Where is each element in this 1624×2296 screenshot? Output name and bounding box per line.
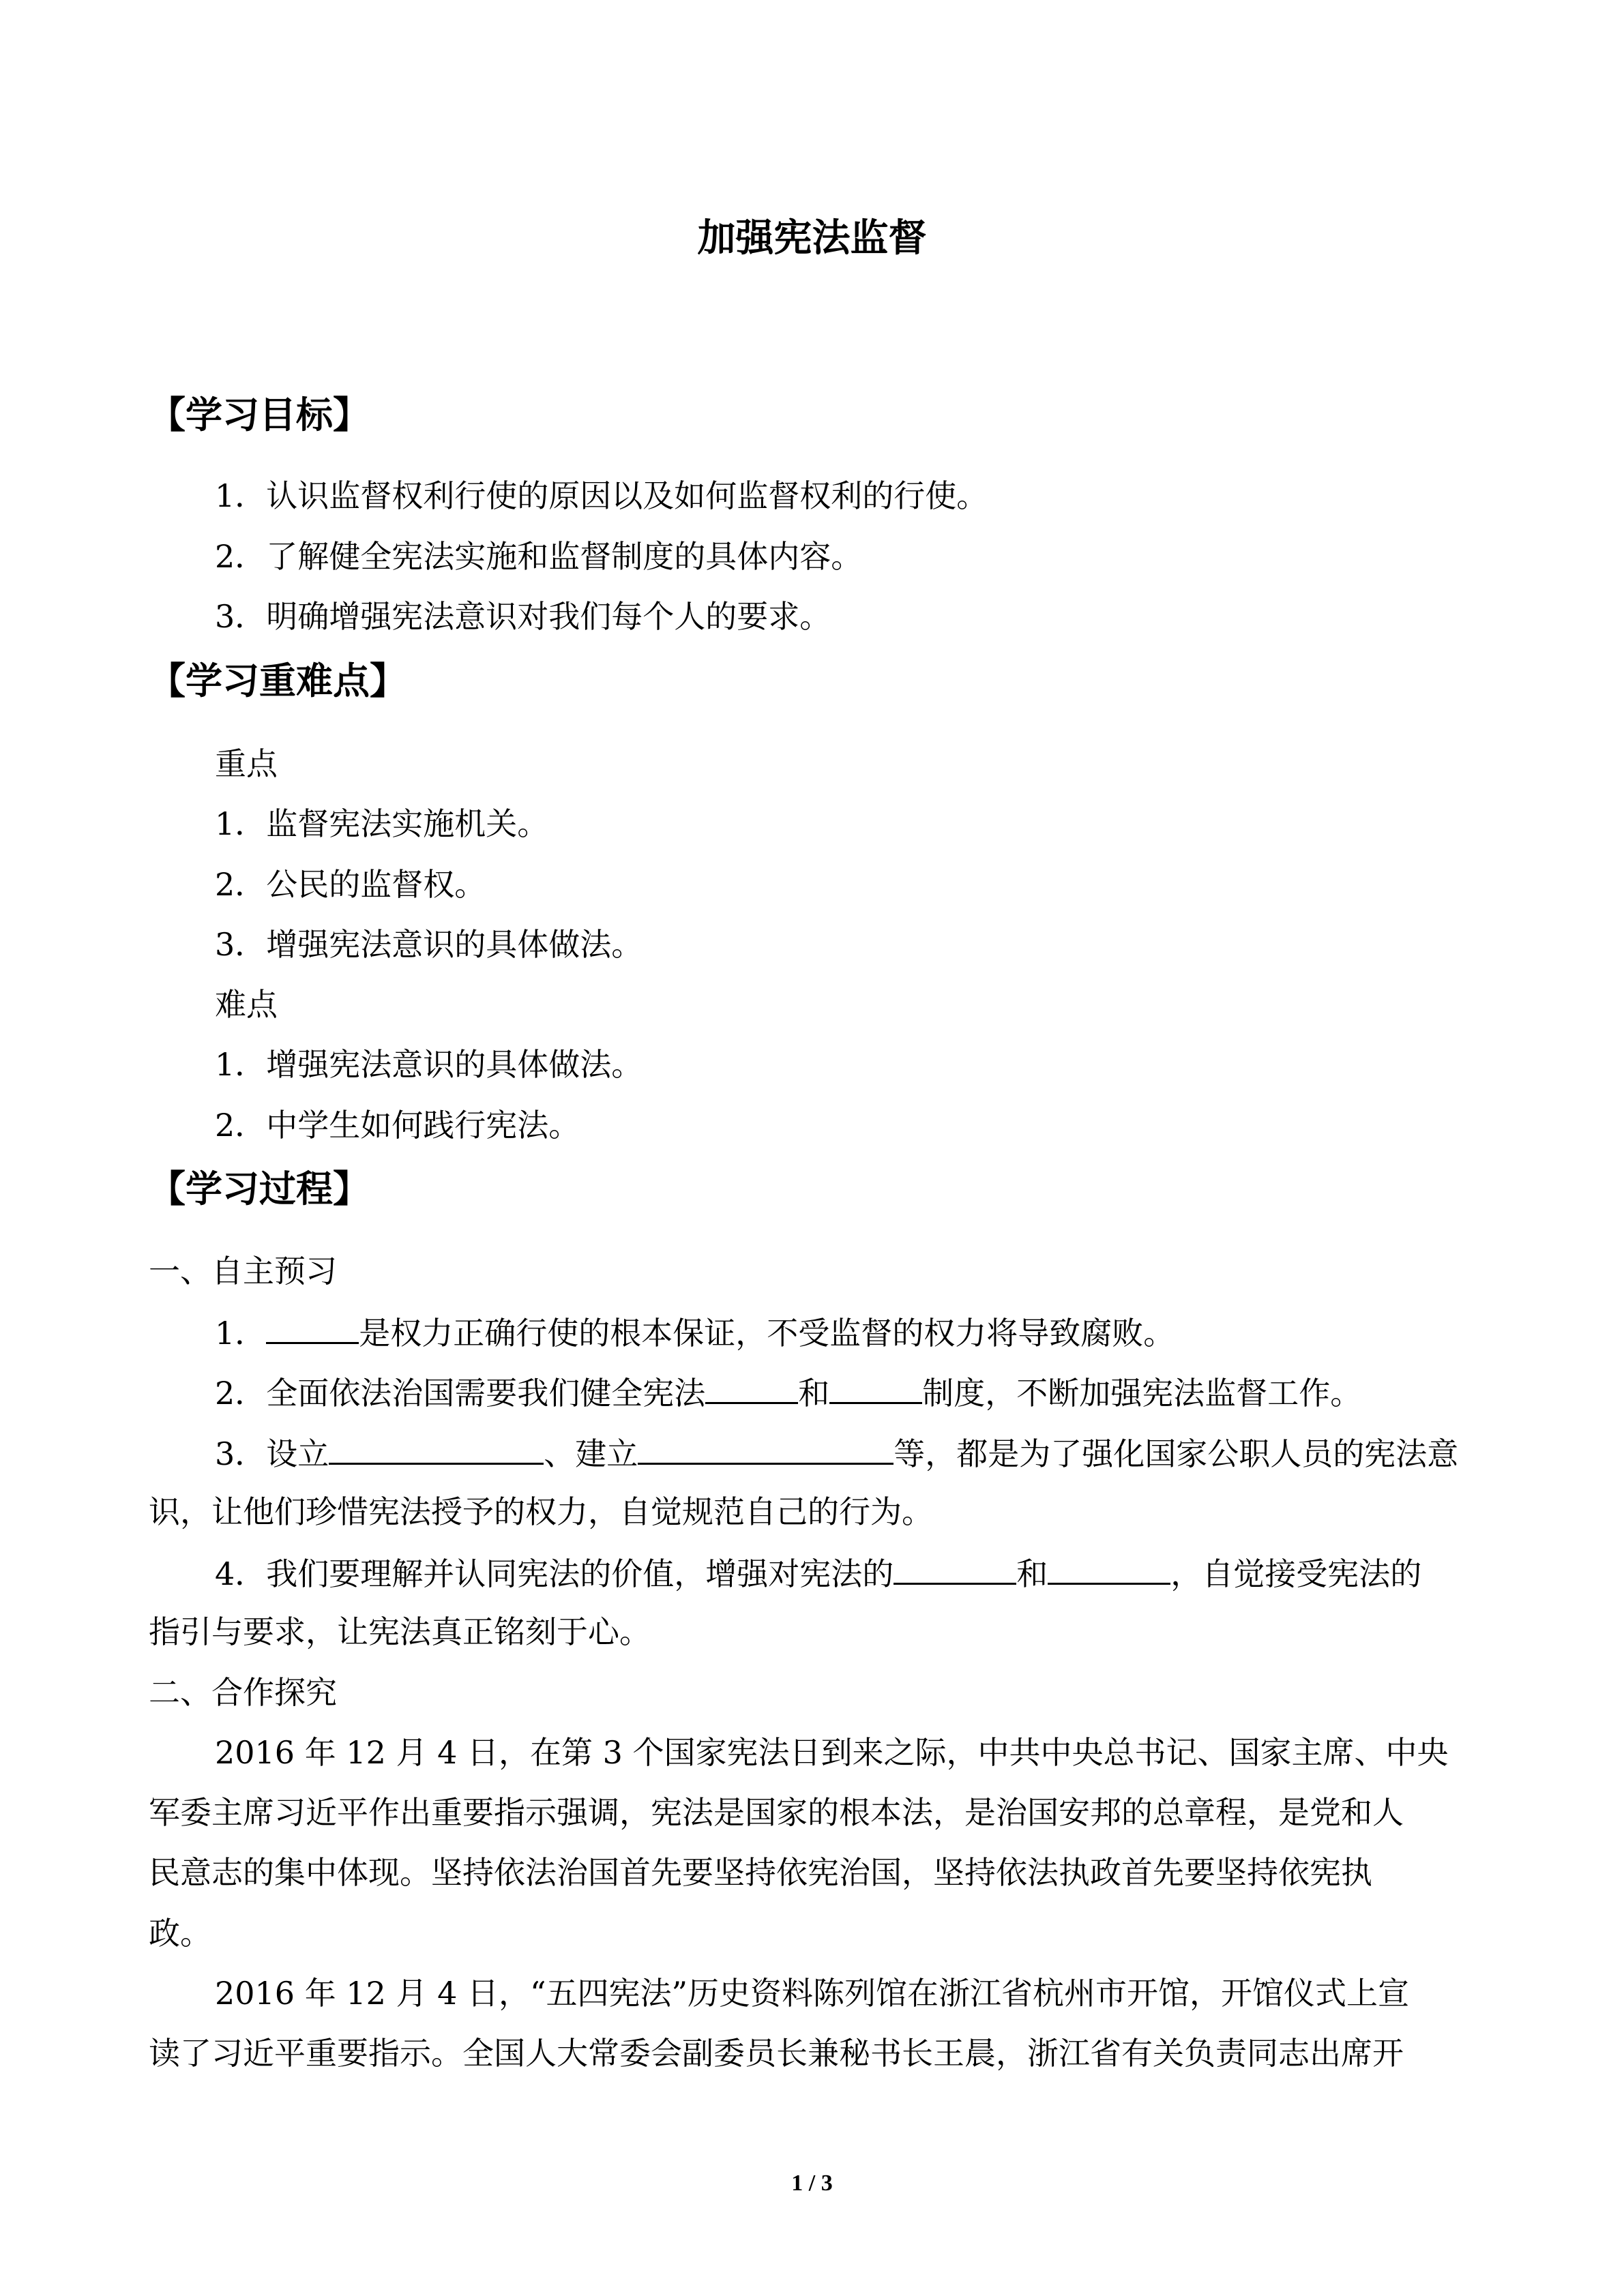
explore-label: 二、合作探究 — [149, 1674, 337, 1711]
goal-item: 3．明确增强宪法意识对我们每个人的要求。 — [215, 598, 831, 635]
fill-blank[interactable] — [894, 1551, 1016, 1585]
difficult-item: 2．中学生如何践行宪法。 — [215, 1107, 580, 1144]
paragraph-line: 民意志的集中体现。坚持依法治国首先要坚持依宪治国，坚持依法执政首先要坚持依宪执 — [149, 1854, 1372, 1891]
paragraph-line: 军委主席习近平作出重要指示强调，宪法是国家的根本法，是治国安邦的总章程，是党和人 — [149, 1794, 1404, 1831]
key-item: 1．监督宪法实施机关。 — [215, 805, 549, 842]
question-4-continued: 指引与要求，让宪法真正铭刻于心。 — [149, 1613, 651, 1650]
question-text: 3．设立 — [215, 1435, 329, 1472]
goal-item: 2．了解健全宪法实施和监督制度的具体内容。 — [215, 538, 863, 575]
preview-label: 一、自主预习 — [149, 1253, 337, 1289]
process-heading: 【学习过程】 — [149, 1167, 370, 1210]
fill-blank[interactable] — [829, 1371, 922, 1404]
paragraph-line: 2016 年 12 月 4 日，“五四宪法”历史资料陈列馆在浙江省杭州市开馆，开馆仪式上宣 — [215, 1975, 1410, 2012]
question-2 — [215, 1371, 1361, 1414]
fill-blank[interactable] — [638, 1431, 894, 1465]
question-text: 2．全面依法治国需要我们健全宪法 — [215, 1375, 706, 1412]
key-item: 3．增强宪法意识的具体做法。 — [215, 926, 643, 963]
key-item: 2．公民的监督权。 — [215, 866, 486, 903]
paragraph-line: 读了习近平重要指示。全国人大常委会副委员长兼秘书长王晨，浙江省有关负责同志出席开 — [149, 2035, 1404, 2072]
question-1 — [215, 1311, 1175, 1354]
question-text: 4．我们要理解并认同宪法的价值，增强对宪法的 — [215, 1555, 894, 1592]
question-text: ，自觉接受宪法的 — [1170, 1555, 1422, 1592]
document-title: 加强宪法监督 — [697, 216, 927, 260]
fill-blank[interactable] — [705, 1371, 798, 1404]
question-3 — [215, 1431, 1458, 1474]
question-text: 、建立 — [544, 1435, 638, 1472]
question-text: 等，都是为了强化国家公职人员的宪法意 — [894, 1435, 1459, 1472]
difficult-item: 1．增强宪法意识的具体做法。 — [215, 1046, 643, 1083]
key-points-heading: 【学习重难点】 — [149, 659, 407, 702]
question-3-continued: 识，让他们珍惜宪法授予的权力，自觉规范自己的行为。 — [149, 1493, 933, 1530]
fill-blank[interactable] — [329, 1431, 544, 1465]
page-number: 1 / 3 — [791, 2171, 833, 2196]
paragraph-line: 政。 — [149, 1915, 211, 1952]
question-text: 制度，不断加强宪法监督工作。 — [922, 1375, 1362, 1412]
question-text: 和 — [1016, 1555, 1048, 1592]
fill-blank[interactable] — [266, 1311, 359, 1344]
key-label: 重点 — [215, 745, 278, 782]
question-number: 1． — [215, 1315, 267, 1352]
question-text: 和 — [798, 1375, 830, 1412]
goal-item: 1．认识监督权利行使的原因以及如何监督权利的行使。 — [215, 477, 988, 514]
paragraph-line: 2016 年 12 月 4 日，在第 3 个国家宪法日到来之际，中共中央总书记、国家主席、中央 — [215, 1734, 1449, 1771]
difficult-label: 难点 — [215, 986, 278, 1023]
goals-heading: 【学习目标】 — [149, 393, 370, 436]
question-text: 是权力正确行使的根本保证，不受监督的权力将导致腐败。 — [359, 1315, 1175, 1352]
fill-blank[interactable] — [1048, 1551, 1170, 1585]
question-4 — [215, 1551, 1421, 1594]
